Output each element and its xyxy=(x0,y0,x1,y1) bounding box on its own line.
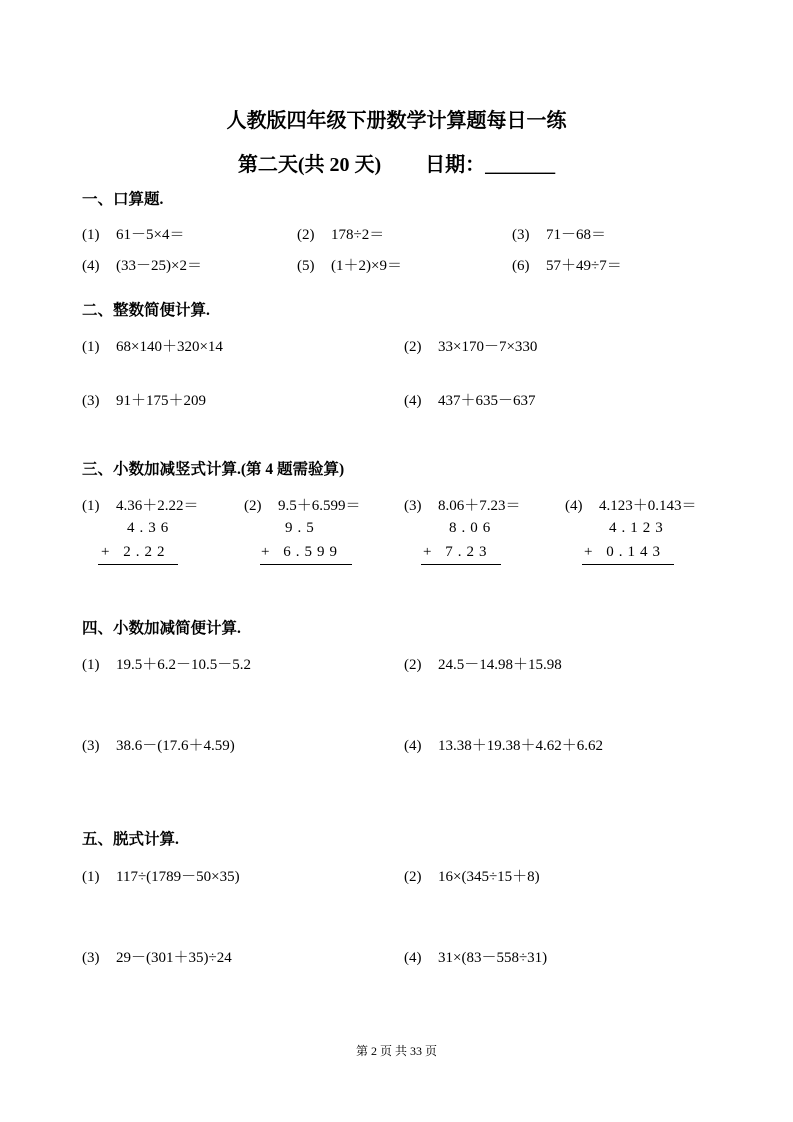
step-item-1: (1) 117÷(1789－50×35) xyxy=(82,869,240,885)
int-item-1: (1) 68×140＋320×14 xyxy=(82,339,223,355)
step-item-2: (2) 16×(345÷15＋8) xyxy=(404,869,540,885)
oral-item-1: (1) 61－5×4＝ xyxy=(82,227,185,243)
oral-item-5: (5) (1＋2)×9＝ xyxy=(297,258,402,274)
int-item-4: (4) 437＋635－637 xyxy=(404,393,536,409)
vert-2-rule xyxy=(260,564,352,565)
vert-item-3: (3) 8.06＋7.23＝ xyxy=(404,498,521,514)
section-5-heading: 五、脱式计算. xyxy=(82,831,179,848)
section-3-heading: 三、小数加减竖式计算.(第 4 题需验算) xyxy=(82,461,345,478)
vert-item-1: (1) 4.36＋2.22＝ xyxy=(82,498,199,514)
vert-1-bottom: + 2.22 xyxy=(101,544,170,560)
oral-item-6: (6) 57＋49÷7＝ xyxy=(512,258,622,274)
vert-2-bottom: + 6.599 xyxy=(261,544,342,560)
page-title: 人教版四年级下册数学计算题每日一练 xyxy=(226,110,567,132)
vert-3-rule xyxy=(421,564,501,565)
date-label: 日期：_______ xyxy=(425,154,556,176)
dec-item-2: (2) 24.5－14.98＋15.98 xyxy=(404,657,562,673)
subtitle-line xyxy=(0,148,793,177)
page-footer: 第 2 页 共 33 页 xyxy=(355,1044,437,1058)
oral-item-3: (3) 71－68＝ xyxy=(512,227,607,243)
step-item-3: (3) 29－(301＋35)÷24 xyxy=(82,950,232,966)
day-label: 第二天(共 20 天) xyxy=(237,154,382,176)
vert-4-bottom: + 0.143 xyxy=(584,544,665,560)
step-item-4: (4) 31×(83－558÷31) xyxy=(404,950,548,966)
vert-item-4: (4) 4.123＋0.143＝ xyxy=(565,498,697,514)
section-4-heading: 四、小数加减简便计算. xyxy=(82,620,241,637)
int-item-3: (3) 91＋175＋209 xyxy=(82,393,207,409)
vert-3-top: 8.06 xyxy=(449,520,496,536)
oral-item-2: (2) 178÷2＝ xyxy=(297,227,385,243)
section-1-heading: 一、口算题. xyxy=(82,191,164,208)
dec-item-4: (4) 13.38＋19.38＋4.62＋6.62 xyxy=(404,738,604,754)
vert-4-rule xyxy=(582,564,674,565)
oral-item-4: (4) (33－25)×2＝ xyxy=(82,258,202,274)
vert-3-bottom: + 7.23 xyxy=(423,544,492,560)
dec-item-1: (1) 19.5＋6.2－10.5－5.2 xyxy=(82,657,252,673)
section-2-heading: 二、整数简便计算. xyxy=(82,302,210,319)
vert-1-top: 4.36 xyxy=(127,520,174,536)
vert-item-2: (2) 9.5＋6.599＝ xyxy=(244,498,361,514)
vert-4-top: 4.123 xyxy=(609,520,668,536)
vert-1-rule xyxy=(98,564,178,565)
dec-item-3: (3) 38.6－(17.6＋4.59) xyxy=(82,738,235,754)
int-item-2: (2) 33×170－7×330 xyxy=(404,339,538,355)
vert-2-top: 9.5 xyxy=(285,520,319,536)
